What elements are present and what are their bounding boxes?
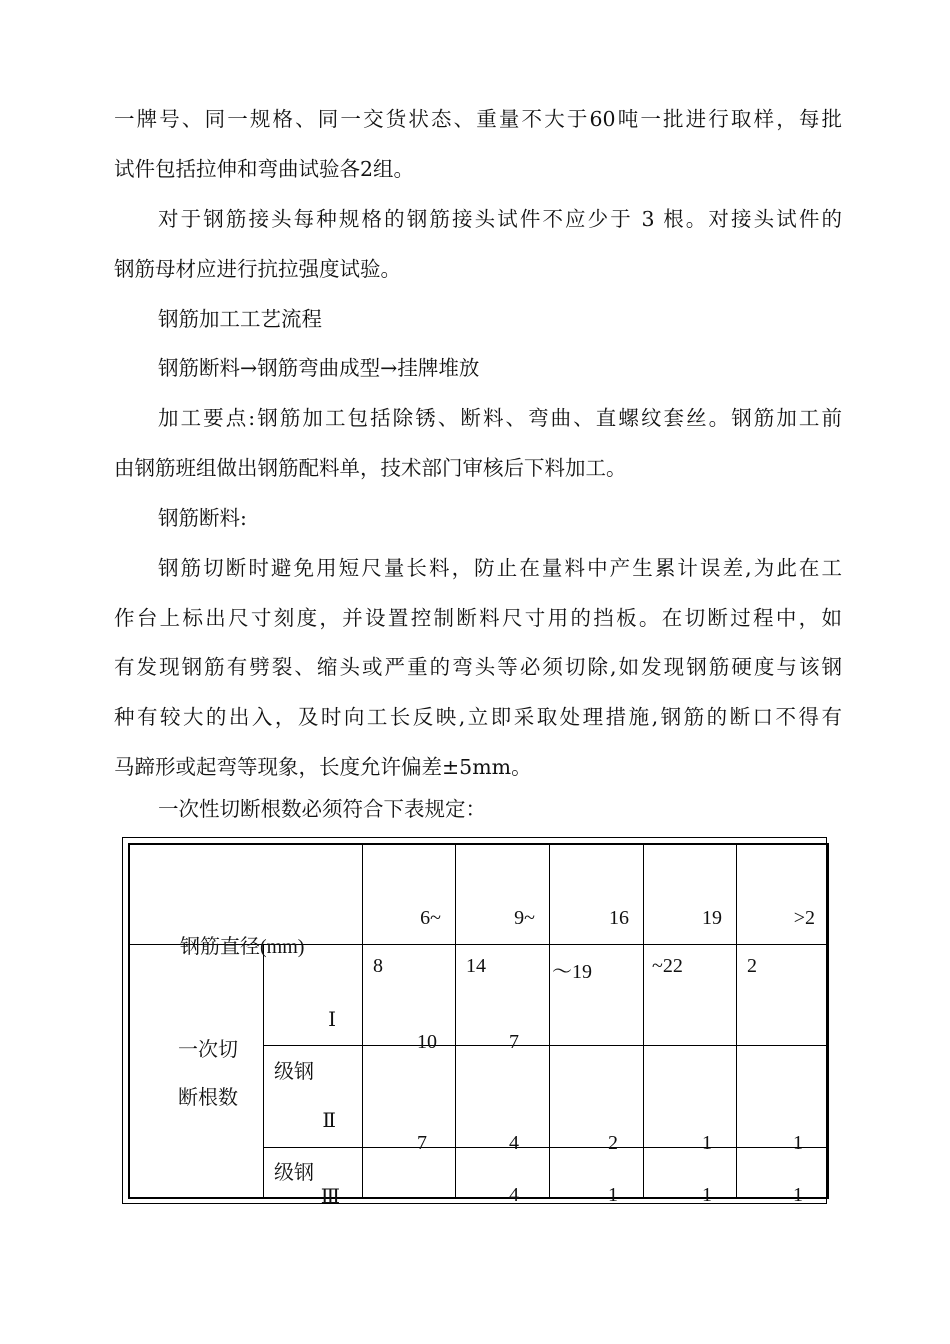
cell-value: 4 — [509, 1184, 519, 1207]
section-heading: 钢筋加工工艺流程 — [158, 307, 322, 331]
table-cell — [456, 944, 550, 1053]
column-header-top: 6~ — [420, 907, 441, 930]
paragraph-line: 有发现钢筋有劈裂、缩头或严重的弯头等必须切除,如发现钢筋硬度与该钢 — [114, 655, 842, 679]
cutting-count-table — [128, 843, 829, 1209]
column-header — [644, 844, 737, 978]
paragraph-line: 种有较大的出入，及时向工长反映,立即采取处理措施,钢筋的断口不得有 — [114, 705, 842, 729]
grade-numeral: Ⅱ — [322, 1110, 336, 1133]
column-header-bottom: 2 — [747, 955, 757, 978]
table-cell — [737, 1147, 829, 1207]
column-header-bottom: 8 — [373, 955, 383, 978]
paragraph-line: 钢筋切断时避免用短尺量长料，防止在量料中产生累计误差,为此在工 — [158, 556, 842, 580]
paragraph-line: 马蹄形或起弯等现象，长度允许偏差±5mm。 — [114, 755, 532, 779]
column-header-bottom: ～19 — [552, 961, 592, 984]
table-cell — [737, 944, 829, 1046]
row-group-label-line: 断根数 — [178, 1086, 238, 1109]
cell-value: 7 — [509, 1030, 519, 1053]
cell-value: 10 — [417, 1030, 437, 1053]
grade-label: 级钢 — [274, 1060, 314, 1083]
paragraph-line: 加工要点:钢筋加工包括除锈、断料、弯曲、直螺纹套丝。钢筋加工前 — [158, 406, 842, 430]
column-header — [737, 844, 829, 978]
table-cell — [737, 1046, 829, 1155]
table-cell — [363, 1147, 456, 1197]
section-heading: 钢筋断料: — [158, 506, 247, 530]
column-header — [550, 844, 644, 984]
paragraph-line: 由钢筋班组做出钢筋配料单，技术部门审核后下料加工。 — [114, 456, 627, 480]
column-header-bottom: ~22 — [652, 955, 683, 978]
column-header-top: 19 — [702, 907, 722, 930]
paragraph-line: 一牌号、同一规格、同一交货状态、重量不大于60吨一批进行取样，每批 — [114, 107, 842, 131]
row-group-label-cell — [129, 944, 264, 1198]
cell-value: 1 — [702, 1184, 712, 1207]
cell-value: 2 — [608, 1132, 618, 1155]
grade-cell — [264, 944, 363, 1083]
grade-cell — [264, 1046, 363, 1185]
table-row — [129, 944, 828, 1046]
table-cell — [456, 1046, 550, 1155]
table-cell — [550, 1046, 644, 1155]
paragraph-line: 一次性切断根数必须符合下表规定： — [158, 797, 486, 821]
column-header-top: 9~ — [514, 907, 535, 930]
table-cell — [363, 944, 456, 1053]
cell-value: 1 — [608, 1184, 618, 1207]
grade-numeral: Ⅲ — [320, 1186, 340, 1209]
paragraph-line: 对于钢筋接头每种规格的钢筋接头试件不应少于 3 根。对接头试件的 — [158, 207, 842, 231]
column-header — [456, 844, 550, 978]
cell-value: 1 — [793, 1184, 803, 1207]
grade-cell — [264, 1147, 363, 1209]
row-group-label-line: 一次切 — [178, 1038, 238, 1061]
column-header-top: >2 — [793, 907, 815, 930]
paragraph-line: 钢筋母材应进行抗拉强度试验。 — [114, 257, 401, 281]
table-cell — [644, 1046, 737, 1155]
table-cell — [363, 1046, 456, 1155]
grade-label: 级钢 — [274, 1162, 314, 1185]
cell-value: 4 — [509, 1132, 519, 1155]
paragraph-line: 作台上标出尺寸刻度，并设置控制断料尺寸用的挡板。在切断过程中，如 — [114, 606, 842, 630]
table-cell — [456, 1147, 550, 1207]
column-header-bottom: 14 — [466, 955, 486, 978]
diameter-header-cell — [129, 844, 363, 959]
grade-numeral: Ⅰ — [328, 1008, 336, 1031]
column-header — [363, 844, 456, 978]
table-header-row — [129, 844, 828, 944]
process-flow: 钢筋断料→钢筋弯曲成型→挂牌堆放 — [158, 356, 480, 380]
table-cell — [644, 1147, 737, 1207]
cell-value: 1 — [793, 1132, 803, 1155]
table-cell — [644, 944, 737, 1046]
cell-value: 7 — [417, 1132, 427, 1155]
table-cell — [550, 1147, 644, 1207]
paragraph-line: 试件包括拉伸和弯曲试验各2组。 — [114, 157, 415, 181]
table-cell — [550, 944, 644, 1046]
diameter-header-label: 钢筋直径(mm) — [180, 936, 305, 959]
cell-value: 1 — [702, 1132, 712, 1155]
column-header-top: 16 — [609, 907, 629, 930]
